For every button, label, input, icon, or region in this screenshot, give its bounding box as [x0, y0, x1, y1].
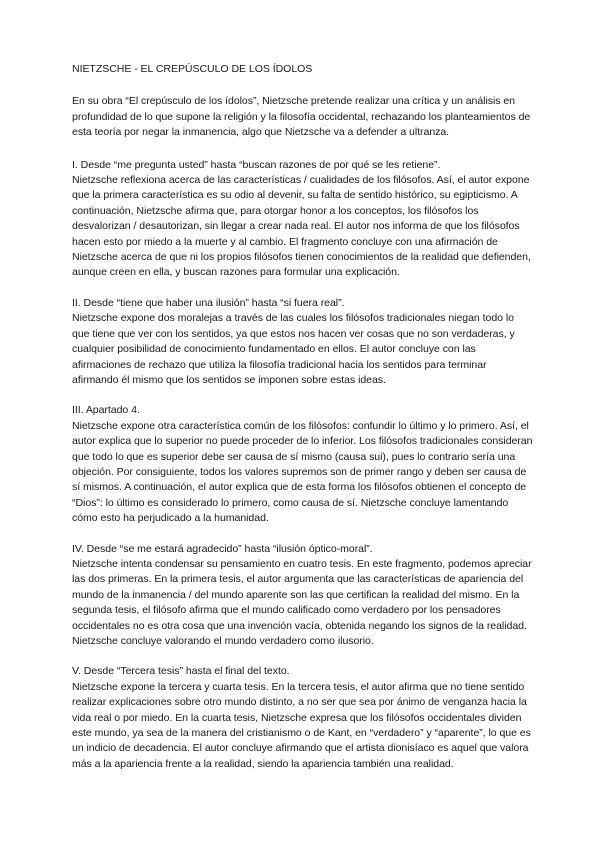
section-body: Nietzsche reflexiona acerca de las características / cualidades de los filósofos. Así, el autor expone que la primera característica es su odio al devenir, su falta de sentido histórico, su egipticismo. A continuación, Nietzsche afirma que, para otorgar honor a los conceptos, los filósofos los desvalorizan / desautorizan, sin llegar a crear nada real. El autor nos informa de que los filósofos hacen esto por miedo a la muerte y al cambio. El fragmento concluye con una afirmación de Nietzsche acerca de que ni los propios filósofos tienen conocimientos de la realidad que defienden, aunque creen en ella, y buscan razones para formular una explicación. [72, 174, 531, 279]
section-heading: I. Desde “me pregunta usted” hasta “buscan razones de por qué se les retiene”. [72, 158, 441, 171]
section-4 [72, 542, 534, 650]
document-page [72, 62, 534, 787]
section-2 [72, 296, 534, 388]
section-body: Nietzsche expone la tercera y cuarta tesis. En la tercera tesis, el autor afirma que no tiene sentido realizar explicaciones sobre otro mundo distinto, a no ser que sea por ánimo de venganza hacia la vida real o por miedo. En la cuarta tesis, Nietzsche expresa que los filósofos occidentales dividen este mundo, ya sea de la manera del cristianismo o de Kant, en “verdadero” y “aparente”, lo que es un indicio de decadencia. El autor concluye afirmando que el artista dionisíaco es aquel que valora más a la apariencia frente a la realidad, siendo la apariencia también una realidad. [72, 680, 531, 770]
section-3 [72, 403, 534, 526]
section-body: Nietzsche expone dos moralejas a través de las cuales los filósofos tradicionales niegan todo lo que tiene que ver con los sentidos, ya que estos nos hacen ver cosas que no son verdaderas, y cualquier posibilidad de conocimiento fundamentado en ellos. El autor concluye con las afirmaciones de rechazo que utiliza la filosofía tradicional hacia los sentidos para terminar afirmando él mismo que los sentidos se imponen sobre estas ideas. [72, 312, 515, 386]
section-heading: III. Apartado 4. [72, 404, 140, 417]
section-heading: II. Desde “tiene que haber una ilusión” hasta “si fuera real”. [72, 296, 345, 309]
section-body: Nietzsche expone otra característica común de los filósofos: confundir lo último y lo primero. Así, el autor explica que lo superior no puede proceder de lo inferior. Los filósofos tradicionales consideran que todo lo que es superior debe ser causa de sí mismo (causa sui), pues lo contrario sería una objeción. Por consiguiente, todos los valores supremos son de primer rango y deben ser causa de sí mismos. A continuación, el autor explica que de esta forma los filósofos obtienen el concepto de “Dios”: lo último es considerado lo primero, como causa de sí. Nietzsche concluye lamentando cómo esto ha perjudicado a la humanidad. [72, 419, 533, 525]
section-heading: IV. Desde “se me estará agradecido” hasta “ilusión óptico-moral”. [72, 542, 373, 555]
section-5 [72, 664, 534, 772]
section-heading: V. Desde “Tercera tesis” hasta el final del texto. [72, 665, 290, 678]
document-title: NIETZSCHE - EL CREPÚSCULO DE LOS ÍDOLOS [72, 63, 313, 75]
section-body: Nietzsche intenta condensar su pensamiento en cuatro tesis. En este fragmento, podemos apreciar las dos primeras. En la primera tesis, el autor argumenta que las características de apariencia del mundo de la inmanencia / del mundo aparente son las que certifican la realidad del mismo. En la segunda tesis, el filósofo afirma que el mundo calificado como verdadero por los pensadores occidentales no es otra cosa que una invención vacía, obtenida negando los signos de la realidad. Nietzsche concluye valorando el mundo verdadero como ilusorio. [72, 557, 532, 647]
intro-paragraph: En su obra “El crepúsculo de los ídolos”, Nietzsche pretende realizar una crítica y un análisis en profundidad de lo que supone la religión y la filosofía occidental, rechazando los planteamientos de esta teoría por negar la inmanencia, algo que Nietzsche va a defender a ultranza. [72, 95, 531, 139]
section-1 [72, 158, 534, 281]
